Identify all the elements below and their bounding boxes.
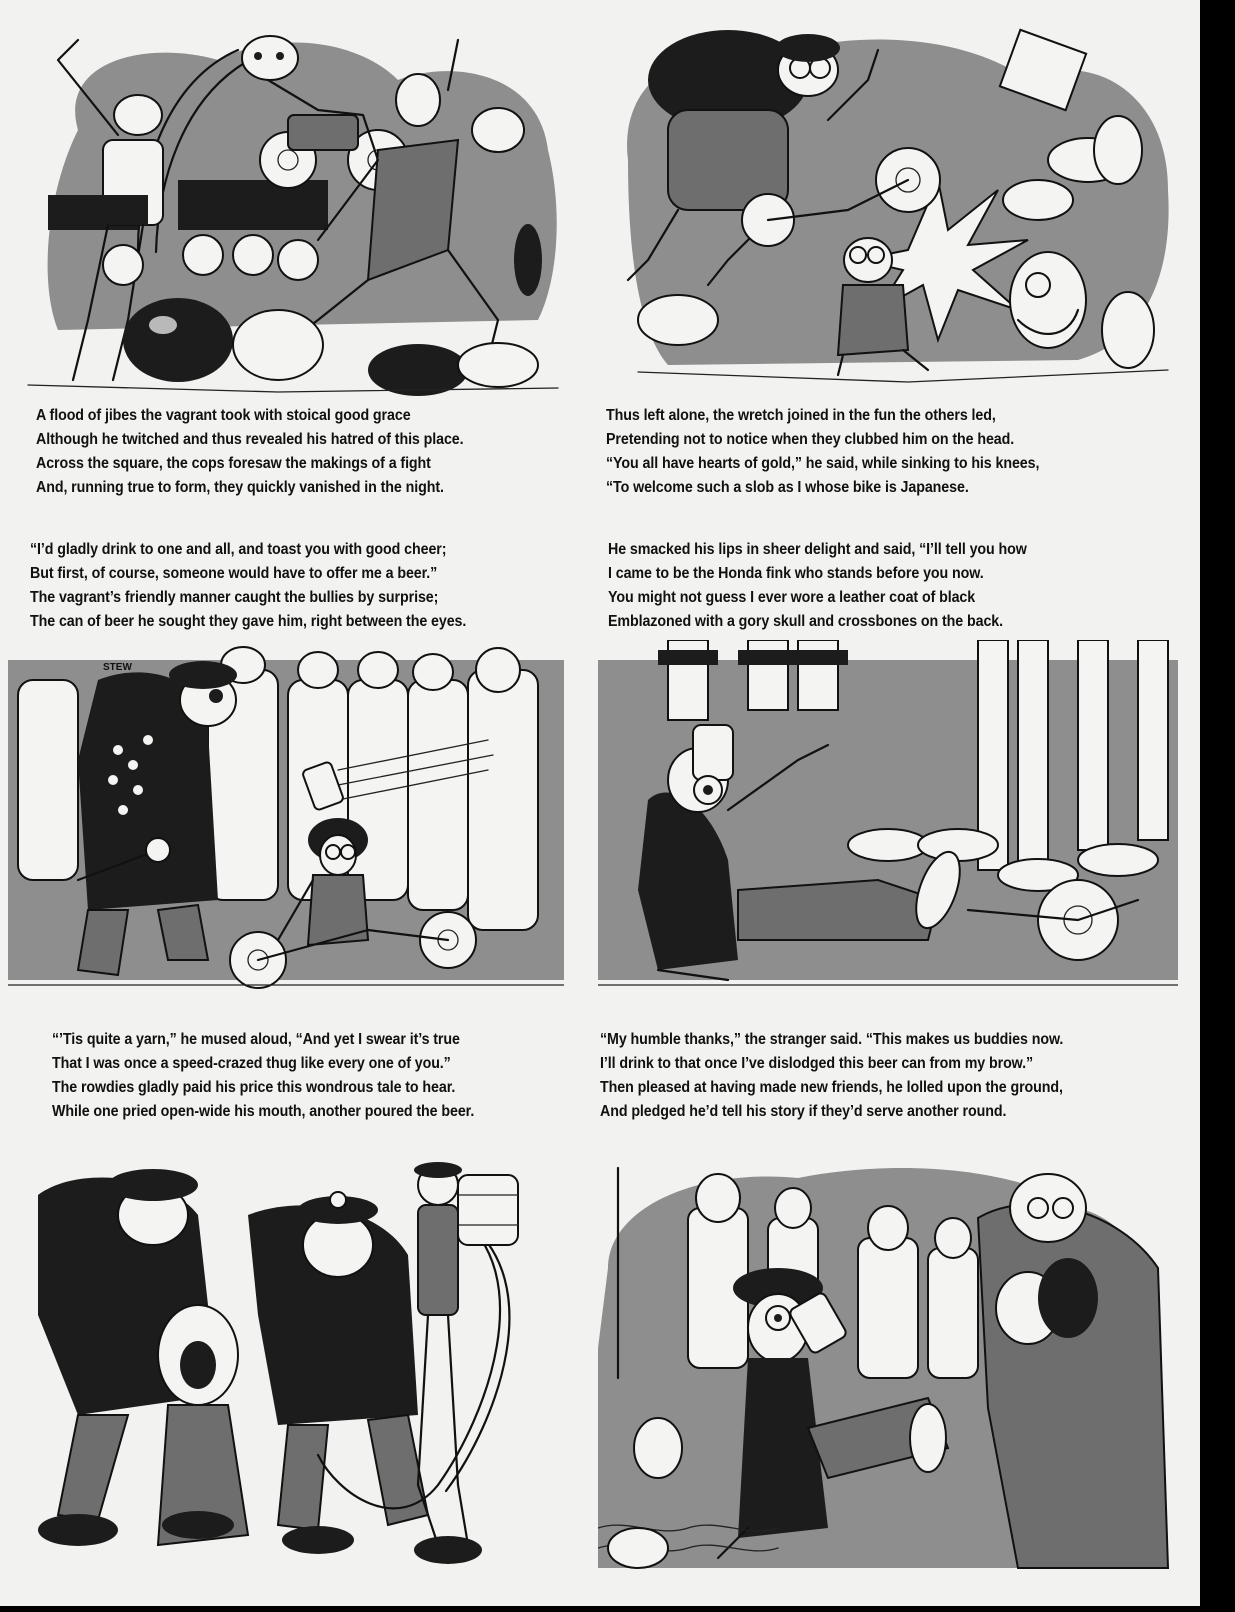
illustration-beer-can-thrown	[8, 640, 564, 998]
illustration-art	[598, 640, 1178, 995]
verse-line: Pretending not to notice when they clubbed him on the head.	[606, 431, 1015, 448]
illustration-vagrant-clubbed-on-head	[608, 10, 1178, 395]
verse-line: The rowdies gladly paid his price this wondrous tale to hear.	[52, 1079, 456, 1096]
verse-line: “To welcome such a slob as I whose bike is Japanese.	[606, 479, 969, 496]
verse-line: That I was once a speed-crazed thug like every one of you.”	[52, 1055, 451, 1072]
illustration-art	[18, 1155, 568, 1575]
verse-line: The vagrant’s friendly manner caught the bullies by surprise;	[30, 589, 439, 606]
verse-stanza-2	[606, 404, 1077, 500]
illustration-vagrant-toasting-crowd	[598, 1148, 1178, 1578]
verse-line: He smacked his lips in sheer delight and said, “I’ll tell you how	[608, 541, 1027, 558]
verse-line: While one pried open-wide his mouth, another poured the beer.	[52, 1103, 475, 1120]
verse-line: “You all have hearts of gold,” he said, while sinking to his knees,	[606, 455, 1040, 472]
verse-stanza-6	[600, 1028, 1104, 1124]
stew-lettering: STEW	[103, 662, 132, 673]
verse-line: Then pleased at having made new friends, he lolled upon the ground,	[600, 1079, 1063, 1096]
illustration-art	[8, 640, 564, 998]
verse-line: “I’d gladly drink to one and all, and toast you with good cheer;	[30, 541, 447, 558]
verse-line: Across the square, the cops foresaw the makings of a fight	[36, 455, 431, 472]
verse-line: A flood of jibes the vagrant took with stoical good grace	[36, 407, 411, 424]
illustration-vagrant-lying-with-can	[598, 640, 1178, 995]
illustration-beer-poured-into-mouth	[18, 1155, 568, 1575]
verse-stanza-5	[52, 1028, 511, 1124]
verse-line: The can of beer he sought they gave him, right between the eyes.	[30, 613, 467, 630]
verse-line: “’Tis quite a yarn,” he mused aloud, “And yet I swear it’s true	[52, 1031, 460, 1048]
verse-line: Thus left alone, the wretch joined in the fun the others led,	[606, 407, 996, 424]
verse-line: And pledged he’d tell his story if they’d serve another round.	[600, 1103, 1007, 1120]
verse-line: Emblazoned with a gory skull and crossbones on the back.	[608, 613, 1004, 630]
verse-line: I came to be the Honda fink who stands before you now.	[608, 565, 984, 582]
verse-line: But first, of course, someone would have to offer me a beer.”	[30, 565, 438, 582]
verse-line: “My humble thanks,” the stranger said. “This makes us buddies now.	[600, 1031, 1064, 1048]
illustration-art	[598, 1148, 1178, 1578]
illustration-art	[608, 10, 1178, 395]
verse-line: I’ll drink to that once I’ve dislodged this beer can from my brow.”	[600, 1055, 1034, 1072]
illustration-vagrant-jeered-by-bikers	[18, 20, 566, 398]
verse-line: And, running true to form, they quickly vanished in the night.	[36, 479, 444, 496]
verse-stanza-4	[608, 538, 1063, 634]
verse-line: Although he twitched and thus revealed his hatred of this place.	[36, 431, 464, 448]
verse-stanza-3	[30, 538, 504, 634]
verse-stanza-1	[36, 404, 501, 500]
verse-line: You might not guess I ever wore a leather coat of black	[608, 589, 976, 606]
illustration-art	[18, 20, 566, 398]
